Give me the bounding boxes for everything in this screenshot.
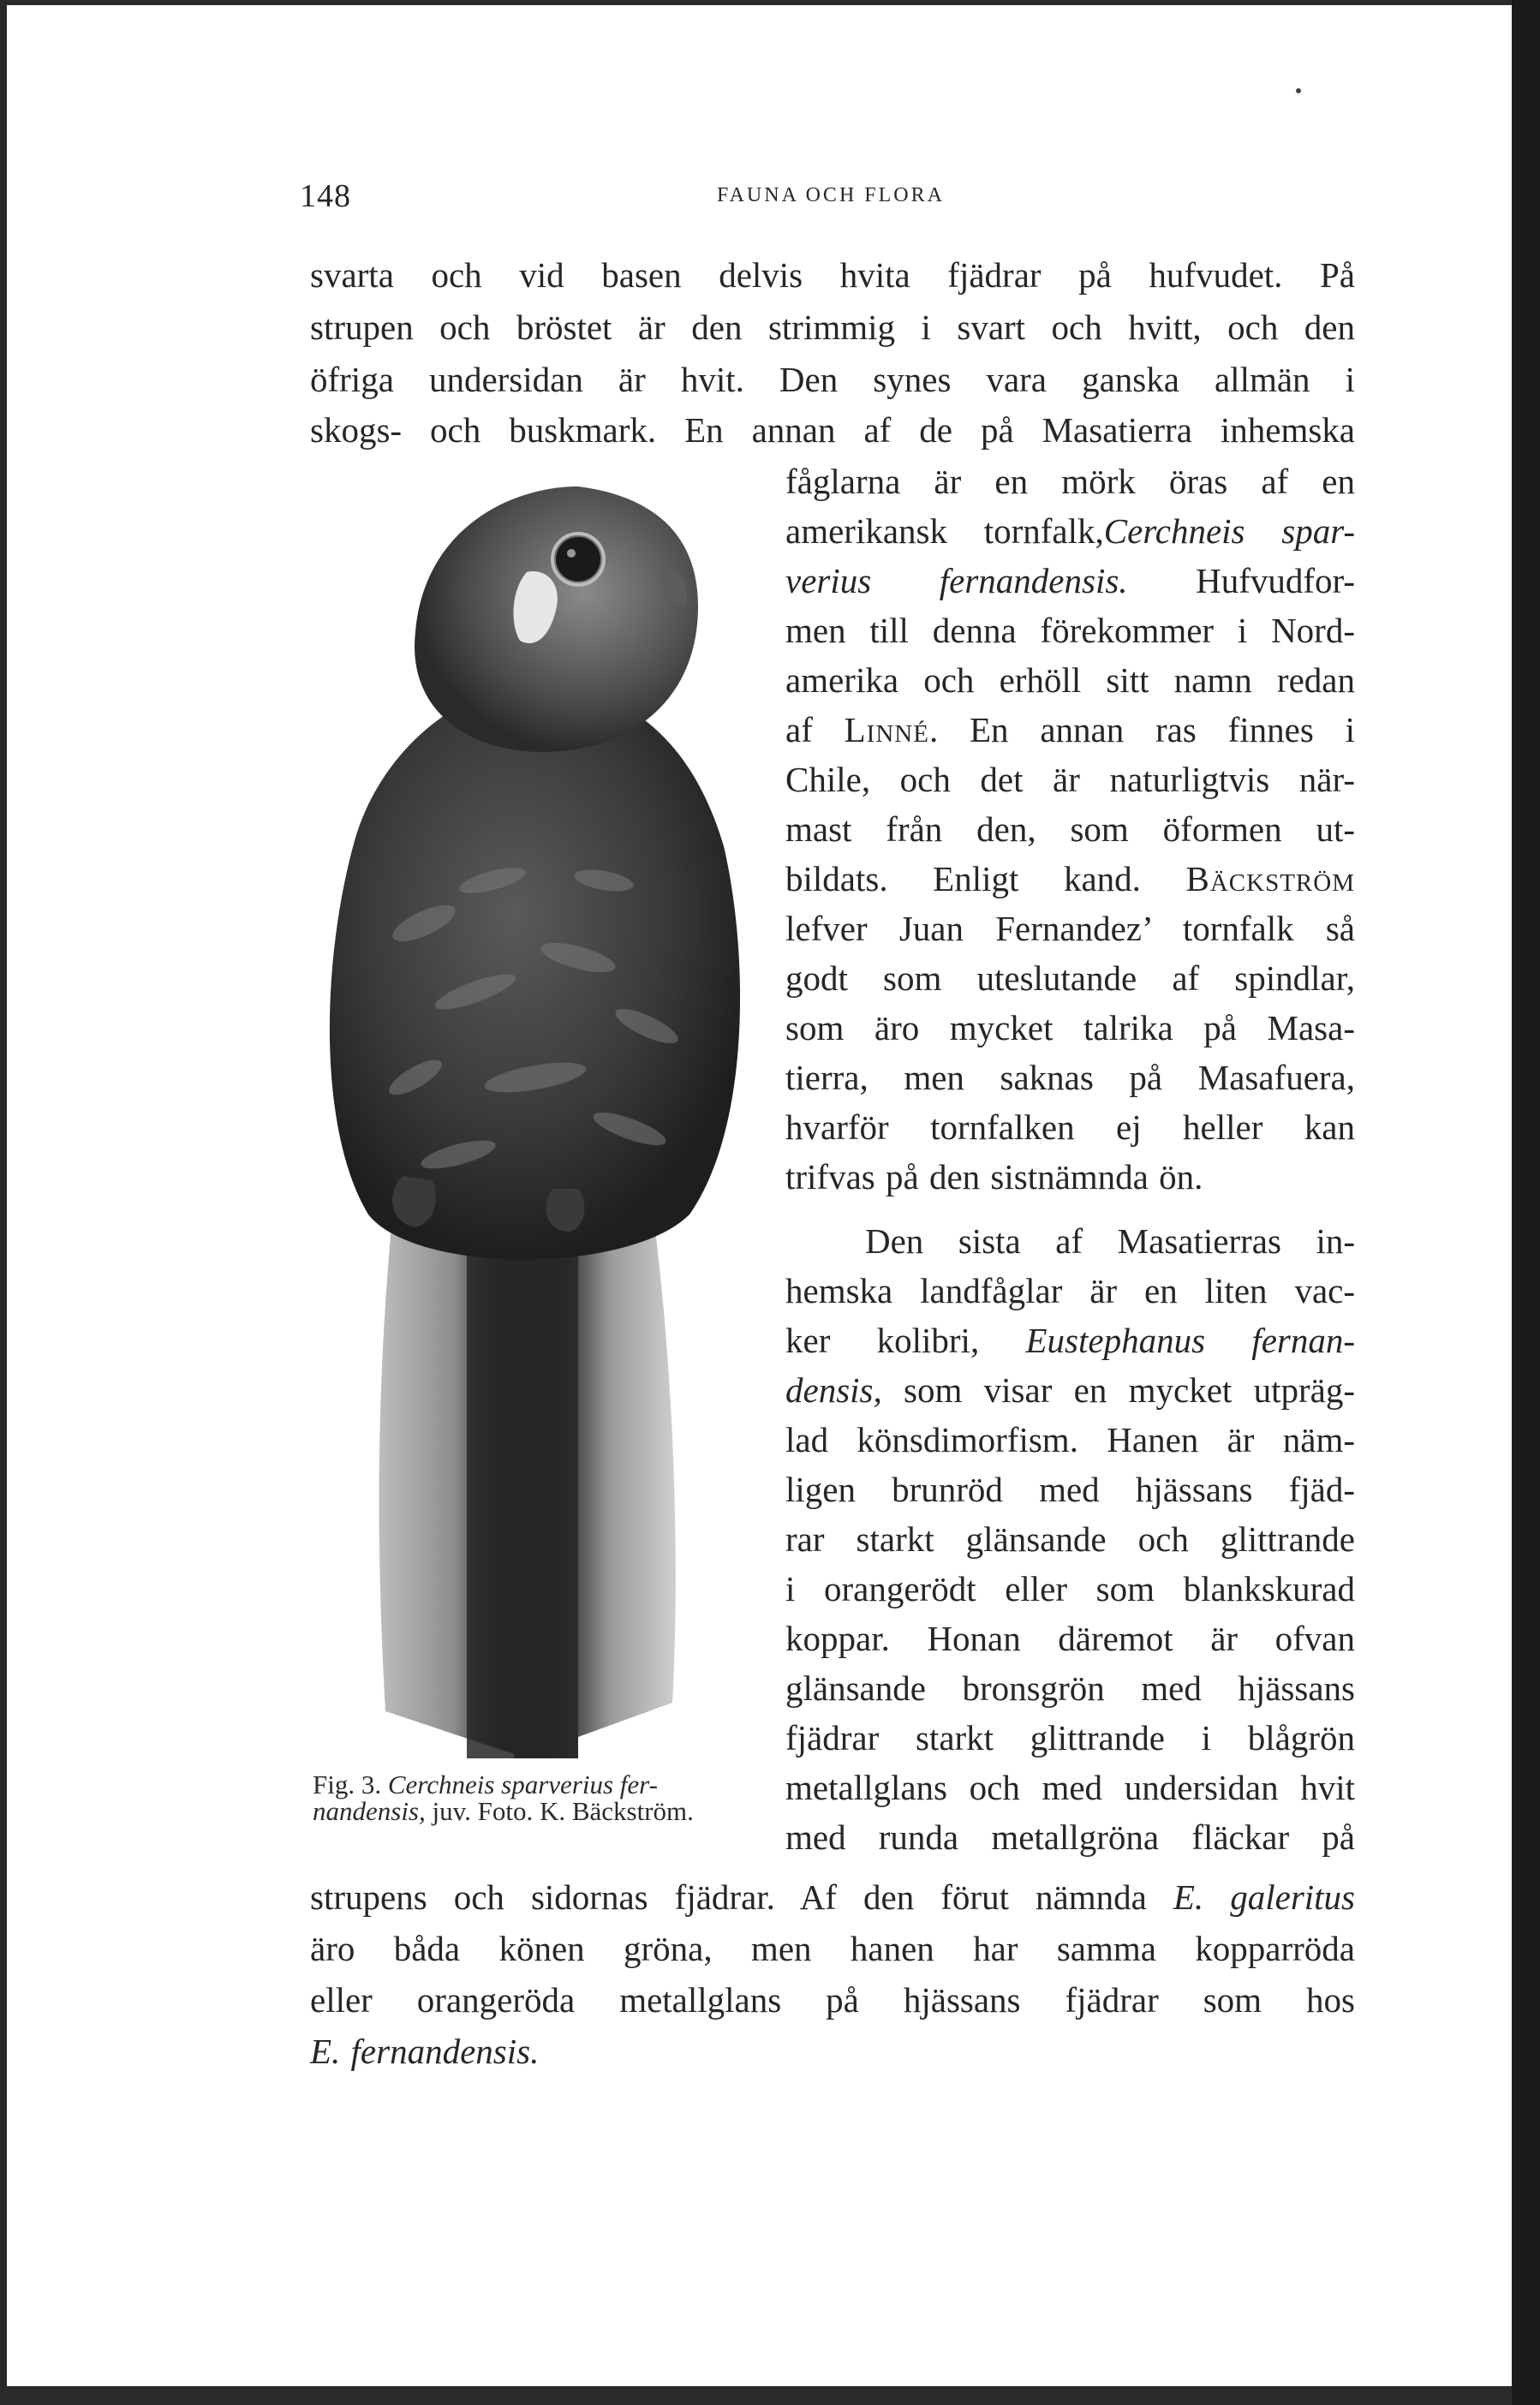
author-name: Bäckström <box>1185 859 1355 898</box>
text-line: mast från den, som öformen ut- <box>785 809 1355 849</box>
text-line: lefver Juan Fernandez’ tornfalk så <box>785 909 1355 948</box>
text-line: trifvas på den sistnämnda ön. <box>785 1157 1203 1197</box>
text-line: äro båda könen gröna, men hanen har samma kopparröda <box>310 1929 1355 1968</box>
author-name: Linné <box>844 710 929 749</box>
text-line: amerikansk tornfalk,Cerchneis spar- <box>785 511 1355 551</box>
text-line: E. fernandensis. <box>310 2032 540 2071</box>
species-name: densis, <box>785 1370 882 1410</box>
dust-speck <box>1296 88 1301 93</box>
text-line: hemska landfåglar är en liten vac- <box>785 1271 1355 1310</box>
text-line: rar starkt glänsande och glittrande <box>785 1519 1355 1559</box>
text-line: strupen och bröstet är den strimmig i svart och hvitt, och den <box>310 307 1355 347</box>
species-name: E. galeritus <box>1173 1877 1356 1917</box>
text-line: verius fernandensis. Hufvudfor- <box>785 561 1355 600</box>
kestrel-photo <box>321 478 760 1758</box>
species-name: verius fernandensis. <box>785 561 1128 600</box>
text-line: ligen brunröd med hjässans fjäd- <box>785 1470 1355 1509</box>
text-line: Chile, och det är naturligtvis när- <box>785 760 1355 799</box>
text-line: hvarför tornfalken ej heller kan <box>785 1107 1355 1147</box>
text-line: Den sista af Masatierras in- <box>865 1221 1355 1261</box>
text-line: öfriga undersidan är hvit. Den synes vara ganska allmän i <box>310 360 1355 399</box>
text-line: fjädrar starkt glittrande i blågrön <box>785 1718 1355 1758</box>
text-line: eller orangeröda metallglans på hjässans fjädrar som hos <box>310 1980 1355 2020</box>
species-name: Cerchneis spar- <box>1103 511 1355 551</box>
page-header <box>300 177 1362 220</box>
species-name: Eustephanus fernan- <box>1025 1321 1355 1360</box>
scan-border-bottom <box>0 2386 1512 2405</box>
text-line: svarta och vid basen delvis hvita fjädrar på hufvudet. På <box>310 255 1355 295</box>
text-line: ker kolibri, Eustephanus fernan- <box>785 1321 1355 1360</box>
text-line: godt som uteslutande af spindlar, <box>785 958 1355 998</box>
text-line: som äro mycket talrika på Masa- <box>785 1008 1355 1047</box>
text-line: koppar. Honan däremot är ofvan <box>785 1619 1355 1658</box>
figure-caption: Fig. 3. Cerchneis sparverius fer- nandensis, juv. Foto. K. Bäckström. <box>313 1769 694 1826</box>
text-line: tierra, men saknas på Masafuera, <box>785 1058 1355 1097</box>
text-line: fåglarna är en mörk öras af en <box>785 462 1355 501</box>
text-line: med runda metallgröna fläckar på <box>785 1817 1355 1857</box>
species-name: nandensis, <box>313 1796 426 1826</box>
text-line: i orangerödt eller som blankskurad <box>785 1569 1355 1608</box>
page-number: 148 <box>300 178 351 214</box>
scan-border-left <box>0 0 7 2405</box>
text-line: strupens och sidornas fjädrar. Af den förut nämnda E. galeritus <box>310 1877 1356 1917</box>
text-line: af Linné. En annan ras finnes i <box>785 710 1355 749</box>
species-name: Cerchneis sparverius fer- <box>387 1769 658 1799</box>
text-line: skogs- och buskmark. En annan af de på Masatierra inhemska <box>310 410 1355 450</box>
scan-border-top <box>0 0 1512 5</box>
text-line: densis, som visar en mycket utpräg- <box>785 1370 1355 1410</box>
text-line: men till denna förekommer i Nord- <box>785 611 1355 650</box>
text-line: glänsande bronsgrön med hjässans <box>785 1668 1355 1708</box>
text-line: metallglans och med undersidan hvit <box>785 1768 1355 1807</box>
running-head: FAUNA OCH FLORA <box>717 184 945 206</box>
text-line: lad könsdimorfism. Hanen är näm- <box>785 1420 1355 1459</box>
text-line: bildats. Enligt kand. Bäckström <box>785 859 1355 898</box>
text-line: amerika och erhöll sitt namn redan <box>785 660 1355 700</box>
